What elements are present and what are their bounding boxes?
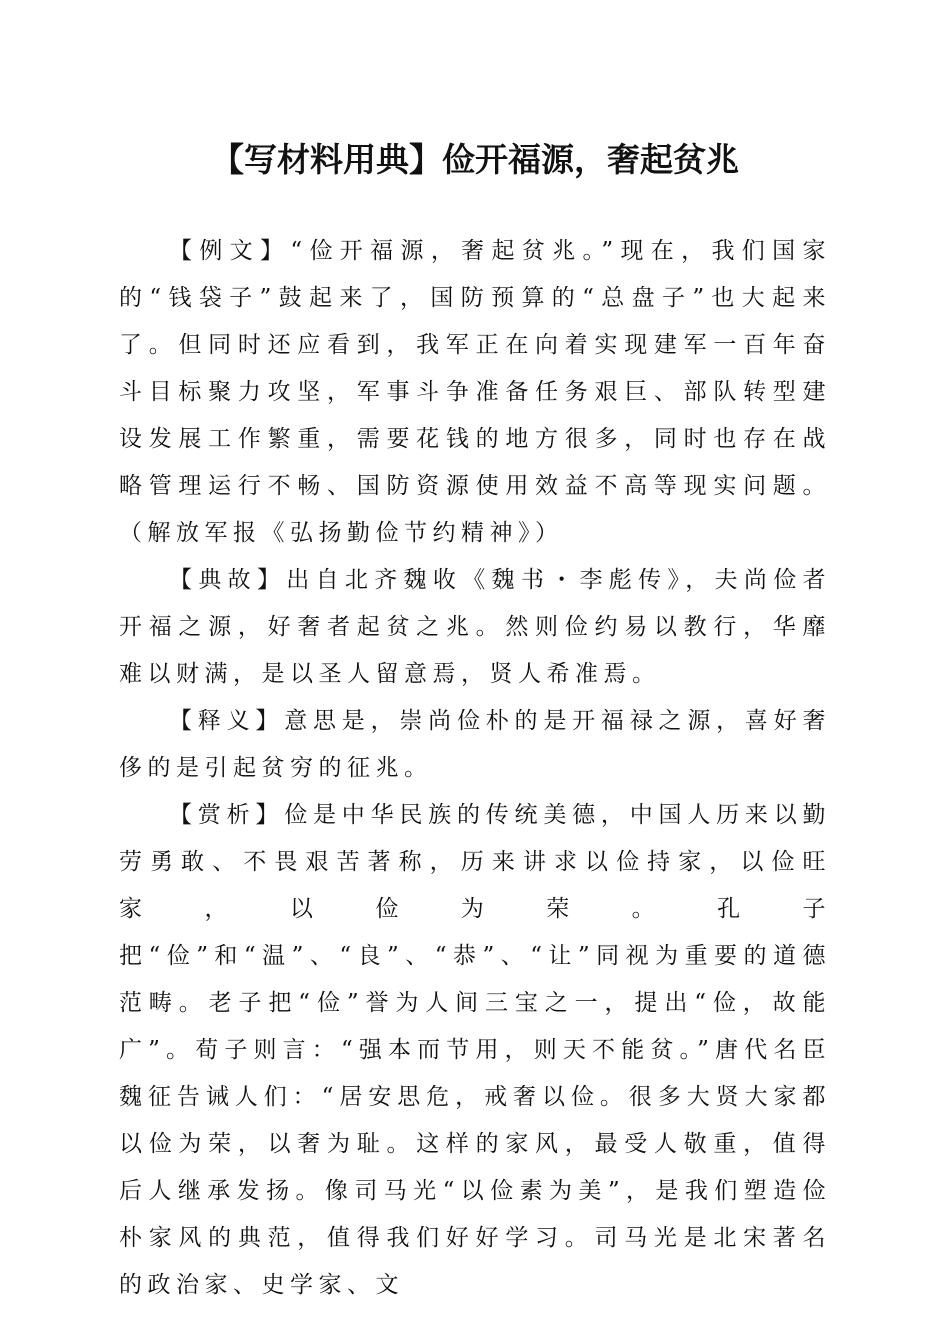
paragraph-text: 俭是中华民族的传统美德，中国人历来以勤劳勇敢、不畏艰苦著称，历来讲求以俭持家，以俭旺家，以俭为荣。孔子把“俭”和“温”、“良”、“恭”、“让”同视为重要的道德范畴。老子把“俭”誉为人间三宝之一，提出“俭，故能广”。荀子则言：“强本而节用，则天不能贫。”唐代名臣魏征告诫人们：“居安思危，戒奢以俭。很多大贤大家都以俭为荣，以奢为耻。这样的家风，最受人敬重，值得后人继承发扬。像司马光“以俭素为美”，是我们塑造俭朴家风的典范，值得我们好好学习。司马光是北宋著名的政治家、史学家、文 [119, 802, 832, 1298]
paragraph-text: 意思是，崇尚俭朴的是开福禄之源，喜好奢侈的是引起贫穷的征兆。 [119, 708, 832, 781]
paragraph-text: 出自北齐魏收《魏书・李彪传》，夫尚俭者开福之源，好奢者起贫之兆。然则俭约易以教行，华靡难以财满，是以圣人留意焉，贤人希准焉。 [119, 567, 832, 687]
paragraph-label: 【释义】 [169, 708, 285, 734]
paragraph-text: “俭开福源，奢起贫兆。”现在，我们国家的“钱袋子”鼓起来了，国防预算的“总盘子”也大起来了。但同时还应看到，我军正在向着实现建军一百年奋斗目标聚力攻坚，军事斗争准备任务艰巨、部队转型建设发展工作繁重，需要花钱的地方很多，同时也存在战略管理运行不畅、国防资源使用效益不高等现实问题。（解放军报《弘扬勤俭节约精神》） [119, 238, 831, 546]
paragraph-label: 【典故】 [169, 567, 287, 593]
document-title: 【写材料用典】俭开福源，奢起贫兆 [211, 140, 739, 179]
document-body [119, 228, 831, 1309]
paragraph-allusion [119, 557, 831, 698]
paragraph-example [119, 228, 831, 557]
paragraph-meaning [119, 698, 831, 792]
paragraph-appreciation [119, 792, 831, 1309]
paragraph-label: 【赏析】 [169, 802, 285, 828]
paragraph-label: 【例文】 [169, 238, 291, 264]
